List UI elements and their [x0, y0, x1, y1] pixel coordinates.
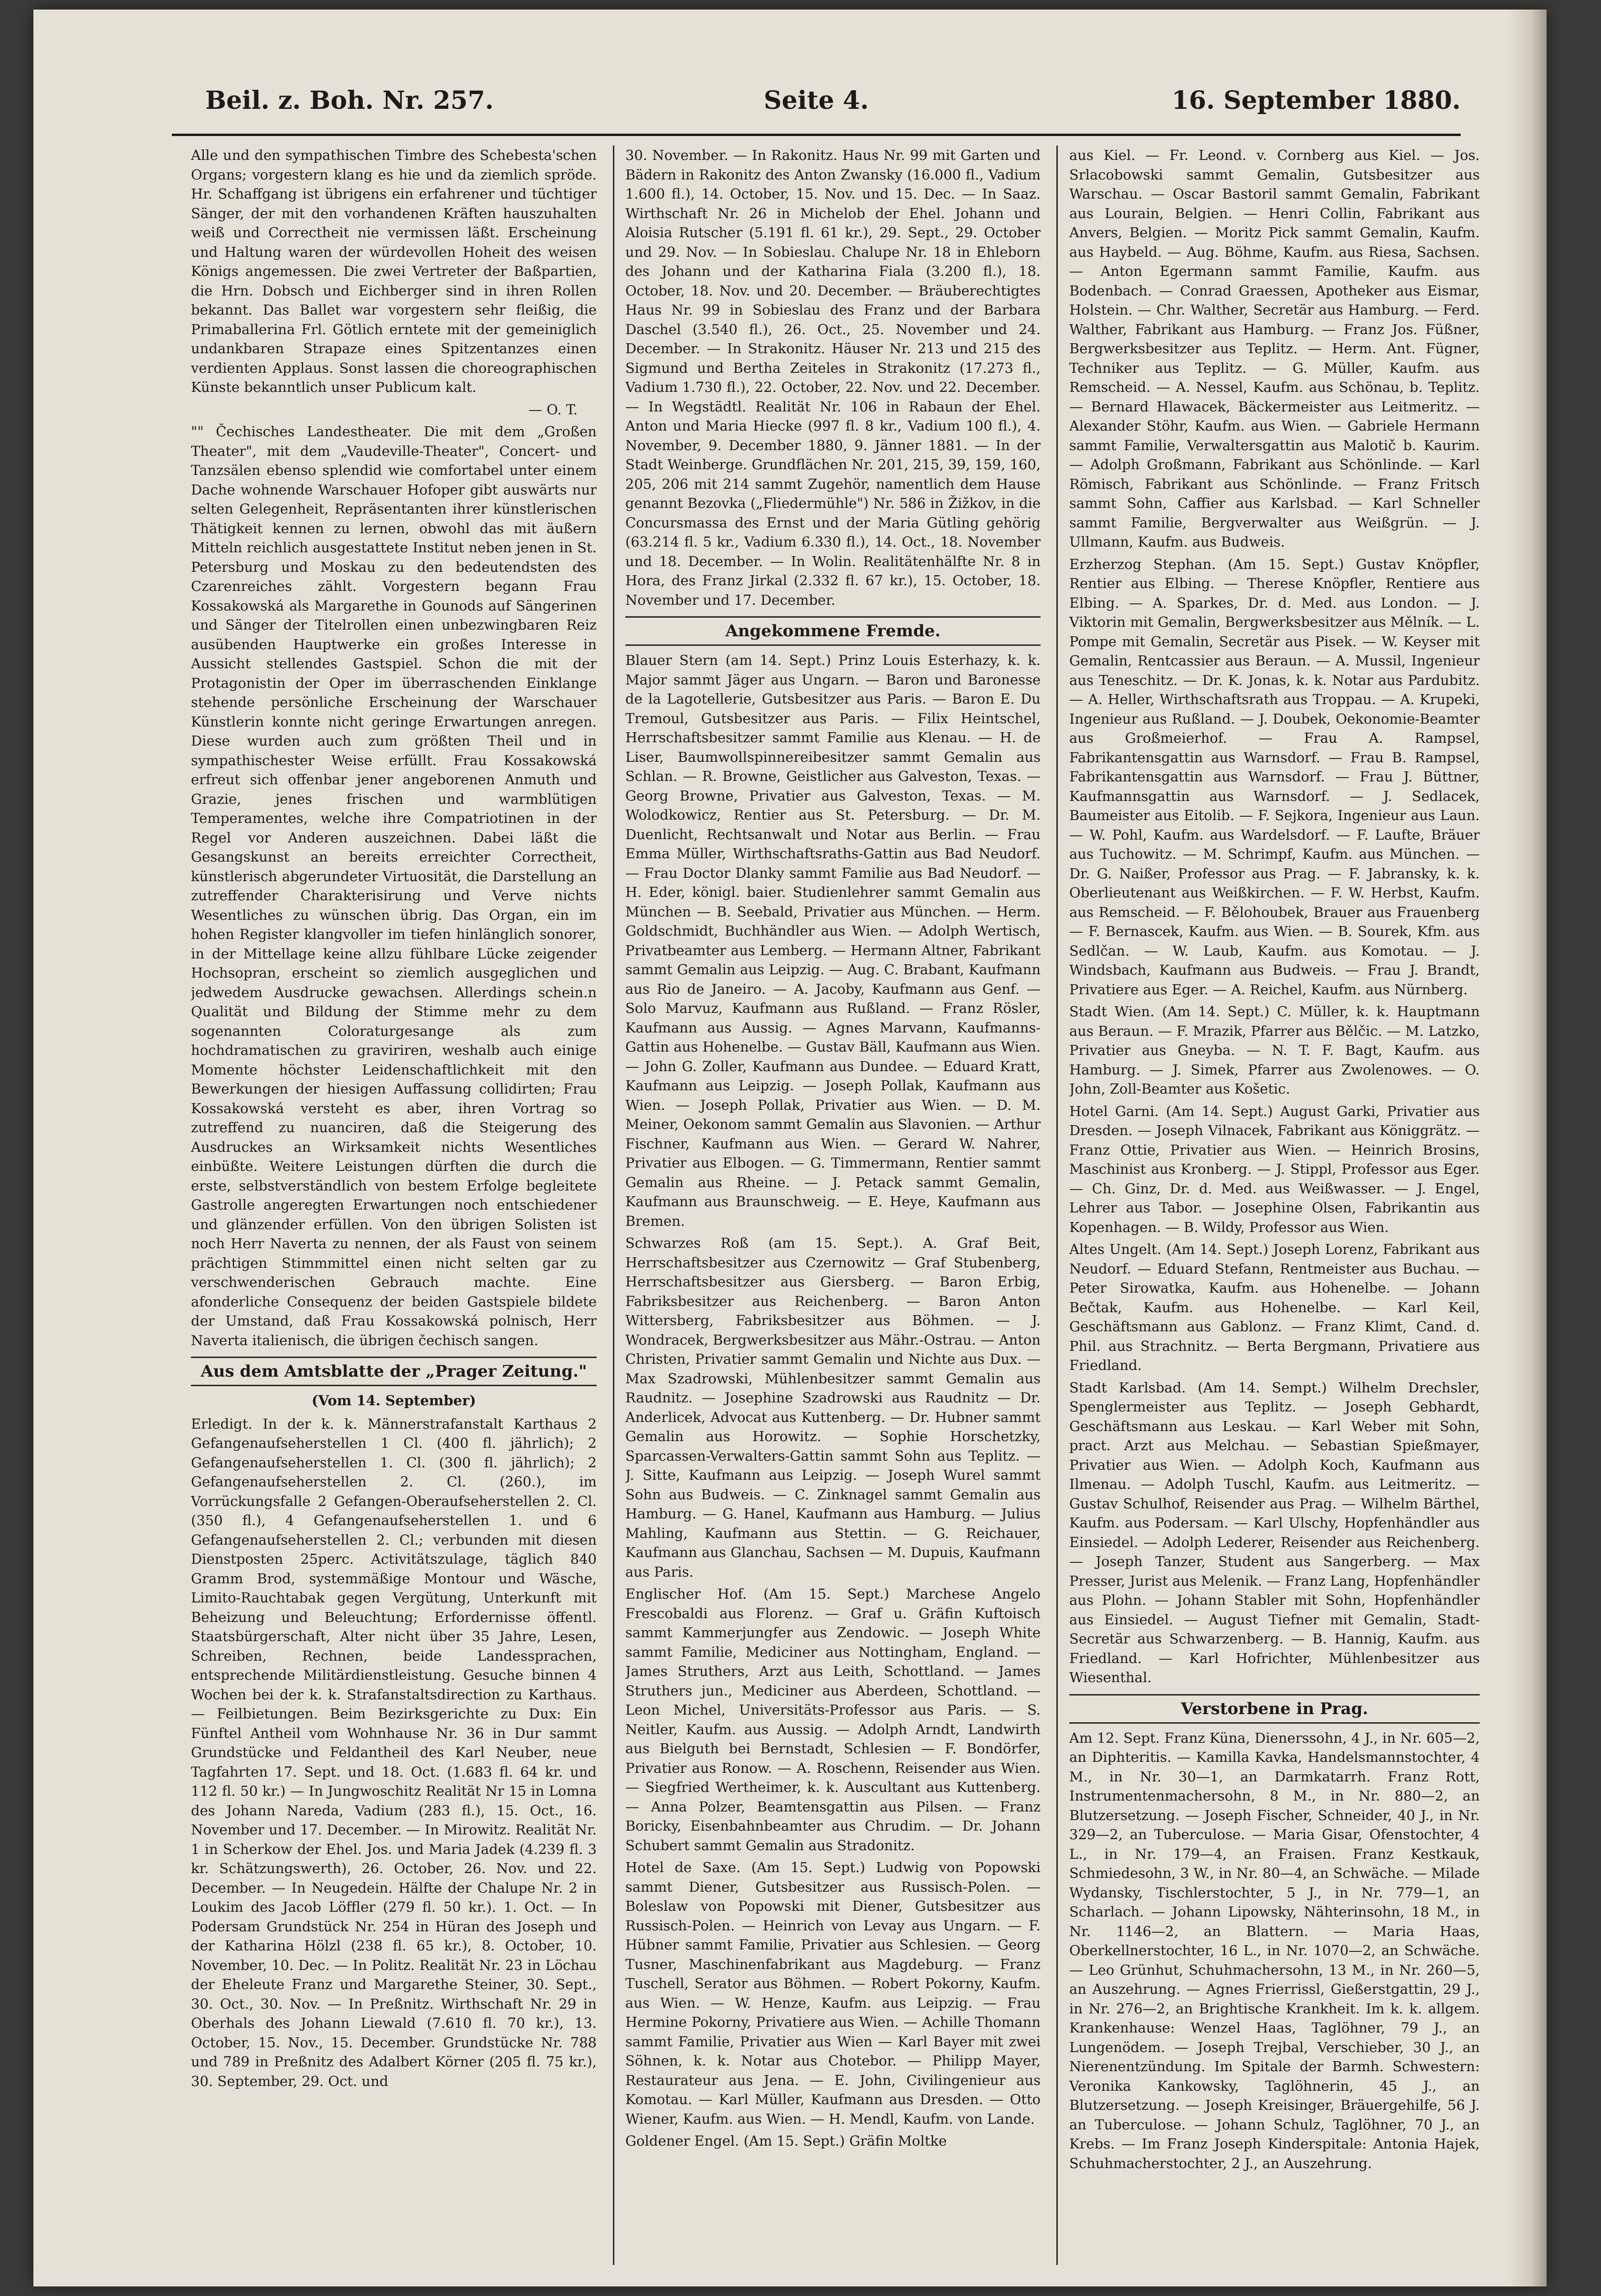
issue-date: 16. September 1880. — [1171, 86, 1461, 115]
opera-review-text: Alle und den sympathischen Timbre des Schebesta'schen Organs; vorgestern klang es hie und da ziemlich spröde. Hr. Schaffgang ist übrigens ein erfahrener und tüchtiger Sänger, der mit den vorhandenen Kräften hauszuhalten weiß und Correctheit nie vermissen läßt. Erscheinung und Haltung waren der würdevollen Hoheit des weisen Königs angemessen. Die zwei Vertreter der Baßpartien, die Hrn. Dobsch und Eichberger sind in ihren Rollen bekannt. Das Ballet war vorgestern sehr fleißig, die Primaballerina Frl. Götlich erntete mit der gemeiniglich undankbaren Strapaze eines Spitzentanzes einen verdienten Applaus. Sonst lassen die choreographischen Künste bekanntlich unser Publicum kalt. — [191, 147, 597, 395]
hotel-de-saxe: Hotel de Saxe. (Am 15. Sept.) Ludwig von Popowski sammt Diener, Gutsbesitzer aus Russisch-Polen. — Boleslaw von Popowski mit Diener, Gutsbesitzer aus Russisch-Polen. — Heinrich von Levay aus Ungarn. — F. Hübner sammt Familie, Privatier aus Schlesien. — Georg Tusner, Maschinenfabrikant aus Magdeburg. — Franz Tuschell, Serator aus Böhmen. — Robert Pokorny, Kaufm. aus Wien. — W. Henze, Kaufm. aus Leipzig. — Frau Hermine Pokorny, Privatiere aus Wien. — Achille Thomann sammt Familie, Privatier aus Wien — Karl Bayer mit zwei Söhnen, k. k. Notar aus Chotebor. — Philipp Mayer, Restaurateur aus Jena. — E. John, Civilingenieur aus Komotau. — Karl Müller, Kaufmann aus Dresden. — Otto Wiener, Kaufm. aus Wien. — H. Mendl, Kaufm. von Lande. — [625, 1859, 1041, 2127]
columns — [191, 146, 1527, 2265]
hotel-garni: Hotel Garni. (Am 14. Sept.) August Garki, Privatier aus Dresden. — Joseph Vilnacek, Fabrikant aus Königgrätz. — Franz Ottie, Privatier aus Wien. — Heinrich Brosins, Maschinist aus Kronberg. — J. Stippl, Professor aus Eger. — Ch. Ginz, Dr. d. Med. aus Weißwasser. — J. Engel, Lehrer aus Tabor. — Josephine Olsen, Fabrikantin aus Kopenhagen. — B. Wildy, Professor aus Wien. — [1069, 1103, 1480, 1235]
page-header — [172, 81, 1461, 136]
review-signature: — O. T. — [528, 401, 578, 418]
amtsblatt-heading: Aus dem Amtsblatte der „Prager Zeitung." — [191, 1357, 597, 1386]
column-3 — [1069, 146, 1480, 2265]
hotel-stadt-wien: Stadt Wien. (Am 14. Sept.) C. Müller, k. k. Hauptmann aus Beraun. — F. Mrazik, Pfarrer aus Bělčic. — M. Latzko, Privatier aus Gneyba. — N. T. F. Bagt, Kaufm. aus Hamburg. — J. Simek, Pfarrer aus Zwolenowes. — O. John, Zoll-Beamter aus Košetic. — [1069, 1003, 1480, 1097]
hotel-stadt-karlsbad: Stadt Karlsbad. (Am 14. Sempt.) Wilhelm Drechsler, Spenglermeister aus Teplitz. — Joseph Gebhardt, Geschäftsmann aus Leskau. — Karl Weber mit Sohn, pract. Arzt aus Melchau. — Sebastian Spießmayer, Privatier aus Wien. — Adolph Koch, Kaufmann aus Ilmenau. — Adolph Tuschl, Kaufm. aus Leitmeritz. — Gustav Schulhof, Reisender aus Prag. — Wilhelm Bärthel, Kaufm. aus Podersam. — Karl Ulschy, Hopfenhändler aus Einsiedel. — Adolph Lederer, Reisender aus Reichenberg. — Joseph Tanzer, Student aus Sangerberg. — Max Presser, Jurist aus Melenik. — Franz Lang, Hopfenhändler aus Plohn. — Johann Stabler mit Sohn, Hopfenhändler aus Einsiedel. — August Tiefner mit Gemalin, Stadt-Secretär aus Schwarzenberg. — B. Hannig, Kaufm. aus Friedland. — Karl Hofrichter, Mühlenbesitzer aus Wiesenthal. — [1069, 1379, 1480, 1685]
amtsblatt-date: (Vom 14. September) — [311, 1392, 476, 1409]
hotel-goldener-engel: Goldener Engel. (Am 15. Sept.) Gräfin Moltke — [625, 2133, 947, 2149]
column-2 — [625, 146, 1041, 2265]
column-divider — [613, 146, 614, 2265]
amtsblatt-text: Erledigt. In der k. k. Männerstrafanstalt Karthaus 2 Gefangenaufseherstellen 1 Cl. (400 fl. jährlich); 2 Gefangenaufseherstellen 1. Cl. (300 fl. jährlich); 2 Gefangenaufseherstellen 2. Cl. (260.), im Vorrückungsfalle 2 Gefangen-Oberaufseherstellen 2. Cl. (350 fl.), 4 Gefangenaufseherstellen 1. und 6 Gefangenaufseherstellen 2. Cl.; verbunden mit diesen Dienstposten 25perc. Activitätszulage, täglich 840 Gramm Brod, systemmäßige Montour und Wäsche, Limito-Rauchtabak gegen Vergütung, Unterkunft mit Beheizung und Beleuchtung; Erfordernisse öffentl. Staatsbürgerschaft, Alter nicht über 35 Jahre, Lesen, Schreiben, Rechnen, beide Landessprachen, entsprechende Militärdienstleistung. Gesuche binnen 4 Wochen bei der k. k. Strafanstaltsdirection zu Karthaus. — Feilbietungen. Beim Bezirksgerichte zu Dux: Ein Fünftel Antheil vom Wohnhause Nr. 36 in Dur sammt Grundstücke und Feldantheil des Karl Neuber, neue Tagfahrten 17. Sept. und 18. Oct. (1.683 fl. 64 kr. und 112 fl. 50 kr.) — In Jungwoschitz Realität Nr 15 in Lomna des Johann Nareda, Vadium (283 fl.), 15. Oct., 16. November und 17. December. — In Mirowitz. Realität Nr. 1 in Scherkow der Ehel. Jos. und Maria Jadek (4.239 fl. 3 kr. Schätzungswerth), 26. October, 26. Nov. und 22. December. — In Neugedein. Hälfte der Chalupe Nr. 2 in Loukim des Jacob Löffler (279 fl. 50 kr.). 1. Oct. — In Podersam Grundstück Nr. 254 in Hüran des Joseph und der Katharina Hölzl (238 fl. 65 kr.), 8. October, 10. November, 10. Dec. — In Politz. Realität Nr. 23 in Löchau der Eheleute Franz und Margarethe Steiner, 30. Sept., 30. Oct., 30. Nov. — In Preßnitz. Wirthschaft Nr. 29 in Oberhals des Johann Liewald (7.610 fl. 70 kr.), 13. October, 15. Nov., 15. December. Grundstücke Nr. 788 und 789 in Preßnitz des Adalbert Körner (205 fl. 75 kr.), 30. September, 29. Oct. und — [191, 1415, 597, 2089]
goldener-engel-continuation: aus Kiel. — Fr. Leond. v. Cornberg aus Kiel. — Jos. Srlacobowski sammt Gemalin, Gutsbesitzer aus Warschau. — Oscar Bastoril sammt Gemalin, Fabrikant aus Lourain, Belgien. — Henri Collin, Fabrikant aus Anvers, Belgien. — Moritz Pick sammt Gemalin, Kaufm. aus Haybeld. — Aug. Böhme, Kaufm. aus Riesa, Sachsen. — Anton Egermann sammt Familie, Kaufm. aus Bodenbach. — Conrad Graessen, Apotheker aus Eismar, Holstein. — Chr. Walther, Secretär aus Hamburg. — Ferd. Walther, Fabrikant aus Hamburg. — Franz Jos. Füßner, Bergwerksbesitzer aus Teplitz. — Herm. Ant. Fügner, Techniker aus Teplitz. — G. Müller, Kaufm. aus Remscheid. — A. Nessel, Kaufm. aus Schönau, b. Teplitz. — Bernard Hlawacek, Bäckermeister aus Leitmeritz. — Alexander Stöhr, Kaufm. aus Wien. — Gabriele Hermann sammt Familie, Verwaltersgattin aus Malotič b. Kaurim. — Adolph Großmann, Fabrikant aus Schönlinde. — Karl Römisch, Fabrikant aus Schönlinde. — Franz Fritsch sammt Sohn, Caffier aus Karlsbad. — Karl Schneller sammt Familie, Bergverwalter aus Weißgrün. — J. Ullmann, Kaufm. aus Budweis. — [1069, 147, 1480, 550]
hotel-englischer-hof: Englischer Hof. (Am 15. Sept.) Marchese Angelo Frescobaldi aus Florenz. — Graf u. Gräfin Kuftoisch sammt Kammerjungfer aus Zendowic. — Joseph White sammt Familie, Mediciner aus Nottingham, England. — James Struthers, Arzt aus Leith, Schottland. — James Struthers jun., Mediciner aus Aberdeen, Schottland. — Leon Michel, Universitäts-Professor aus Paris. — S. Neitler, Kaufm. aus Aussig. — Adolph Arndt, Landwirth aus Bielguth bei Bernstadt, Schlesien — F. Bondörfer, Privatier aus Ronow. — A. Roschenn, Reisender aus Wien. — Siegfried Wertheimer, k. k. Auscultant aus Kuttenberg. — Anna Polzer, Beamtensgattin aus Pilsen. — Franz Boricky, Eisenbahnbeamter aus Chrudim. — Dr. Johann Schubert sammt Gemalin aus Stradonitz. — [625, 1586, 1041, 1854]
page-number: Seite 4. — [764, 86, 869, 115]
landestheater-article: "" Čechisches Landestheater. Die mit dem „Großen Theater", mit dem „Vaudeville-Theater", Concert- und Tanzsälen ebenso splendid wie comfortabel unter einem Dache wohnende Warschauer Hofoper gibt auswärts nur selten Gelegenheit, Repräsentanten ihrer künstlerischen Thätigkeit kennen zu lernen, obwohl das mit äußern Mitteln reichlich ausgestattete Institut neben jenen in St. Petersburg und Moskau zu den bedeutendsten des Czarenreiches zählt. Vorgestern begann Frau Kossakowská als Margarethe in Gounods auf Sängerinen und Sänger der Titelrollen einen unbezwingbaren Reiz ausübenden Hauptwerke ein großes Interesse in Aussicht stellendes Gastspiel. Schon die mit der Protagonistin der Oper im überraschenden Einklange stehende persönliche Erscheinung der Warschauer Künstlerin konnte nicht geringe Erwartungen anregen. Diese wurden auch zum größten Theil und in sympathischester Weise erfüllt. Frau Kossakowská erfreut sich offenbar jener angeborenen Anmuth und Grazie, jenes frischen und warmblütigen Temperamentes, welche ihre Compatriotinen in der Regel vor Anderen auszeichnen. Dabei läßt die Gesangskunst an bereits erreichter Correctheit, künstlerisch abgerundeter Virtuosität, die Darstellung an zutreffender Charakterisirung und Verve nichts Wesentliches zu wünschen übrig. Das Organ, ein im hohen Register klangvoller im tiefen hinlänglich sonorer, in der Mittellage keine allzu fühlbare Lücke zeigender Hochsopran, erscheint so ziemlich ausgeglichen und jedwedem Ausdrucke gewachsen. Allerdings schein.n Qualität und Bildung der Stimme mehr zu dem sogenannten Coloraturgesange als zum hochdramatischen zu graviriren, weshalb auch einige Momente höchster Leidenschaftlichkeit mit den Bewerkungen der hiesigen Auffassung collidirten; Frau Kossakowská versteht es aber, ihren Vortrag so zutreffend zu nuanciren, daß die Steigerung des Ausdruckes an Wirksamkeit nichts Wesentliches einbüßte. Weitere Leistungen dürften die durch die erste, selbstverständlich von bestem Erfolge begleitete Gastrolle angeregten Erwartungen noch entschiedener und glänzender erfüllen. Von den übrigen Solisten ist noch Herr Naverta zu nennen, der als Faust von seinem prächtigen Stimmmittel einen nicht selten gar zu verschwenderischen Gebrauch machte. Eine afonderliche Consequenz der beiden Gastspiele bildete der Umstand, daß Frau Kossakowská polnisch, Herr Naverta italienisch, die übrigen čechisch sangen. — [191, 423, 597, 1348]
issue-label: Beil. z. Boh. Nr. 257. — [205, 86, 494, 115]
hotel-erzherzog-stephan: Erzherzog Stephan. (Am 15. Sept.) Gustav Knöpfler, Rentier aus Elbing. — Therese Knöpfler, Rentiere aus Elbing. — A. Sparkes, Dr. d. Med. aus London. — J. Viktorin mit Gemalin, Bergwerksbesitzer aus Mělník. — L. Pompe mit Gemalin, Secretär aus Pisek. — W. Keyser mit Gemalin, Rentcassier aus Beraun. — A. Mussil, Ingenieur aus Teneschitz. — Dr. K. Jonas, k. k. Notar aus Pardubitz. — A. Heller, Wirthschaftsrath aus Troppau. — A. Krupeki, Ingenieur aus Rußland. — J. Doubek, Oekonomie-Beamter aus Großmeierhof. — Frau A. Rampsel, Fabrikantensgattin aus Warnsdorf. — Frau B. Rampsel, Fabrikantensgattin aus Warnsdorf. — Frau J. Büttner, Kaufmannsgattin aus Warnsdorf. — J. Sedlacek, Baumeister aus Eitolib. — F. Sejkora, Ingenieur aus Laun. — W. Pohl, Kaufm. aus Wardelsdorf. — F. Laufte, Bräuer aus Tuchowitz. — M. Schrimpf, Kaufm. aus München. — Dr. G. Naißer, Professor aus Prag. — F. Jabransky, k. k. Oberlieutenant aus Weißkirchen. — F. W. Herbst, Kaufm. aus Remscheid. — F. Bělohoubek, Brauer aus Frauenberg — F. Bernascek, Kaufm. aus Wien. — B. Sourek, Kfm. aus Sedlčan. — W. Laub, Kaufm. aus Komotau. — J. Windsbach, Kaufmann aus Budweis. — Frau J. Brandt, Privatiere aus Eger. — A. Reichel, Kaufm. aus Nürnberg. — [1069, 556, 1480, 998]
hotel-blauer-stern: Blauer Stern (am 14. Sept.) Prinz Louis Esterhazy, k. k. Major sammt Jäger aus Ungarn. — Baron und Baronesse de la Lagotellerie, Gutsbesitzer aus Paris. — Baron E. Du Tremoul, Gutsbesitzer aus Paris. — Filix Heintschel, Herrschaftsbesitzer sammt Familie aus Klenau. — H. de Liser, Baumwollspinnereibesitzer sammt Gemalin aus Schlan. — R. Browne, Geistlicher aus Galveston, Texas. — Georg Browne, Privatier aus Galveston, Texas. — M. Wolodkowicz, Rentier aus St. Petersburg. — Dr. M. Duenlicht, Rechtsanwalt und Notar aus Berlin. — Frau Emma Müller, Wirthschaftsraths-Gattin aus Bad Neudorf. — Frau Doctor Dlanky sammt Familie aus Bad Neudorf. — H. Eder, königl. baier. Studienlehrer sammt Gemalin aus München — B. Seebald, Privatier aus München. — Herm. Goldschmidt, Buchhändler aus Wien. — Adolph Wertisch, Privatbeamter aus Lemberg. — Hermann Altner, Fabrikant sammt Gemalin aus Leipzig. — Aug. C. Brabant, Kaufmann aus Rio de Janeiro. — A. Jacoby, Kaufmann aus Genf. — Solo Marvuz, Kaufmann aus Rußland. — Franz Rösler, Kaufmann aus Aussig. — Agnes Marvann, Kaufmanns-Gattin aus Hohenelbe. — Gustav Bäll, Kaufmann aus Wien. — John G. Zoller, Kaufmann aus Dundee. — Eduard Kratt, Kaufmann aus Leipzig. — Joseph Pollak, Kaufmann aus Wien. — Joseph Pollak, Privatier aus Wien. — D. M. Meiner, Oekonom sammt Gemalin aus Slavonien. — Arthur Fischner, Kaufmann aus Wien. — Gerard W. Nahrer, Privatier aus Elbogen. — G. Timmermann, Rentier sammt Gemalin aus Rheine. — J. Petack sammt Gemalin, Kaufmann aus Braunschweig. — E. Heye, Kaufmann aus Bremen. — [625, 652, 1041, 1229]
hotel-altes-ungelt: Altes Ungelt. (Am 14. Sept.) Joseph Lorenz, Fabrikant aus Neudorf. — Eduard Stefann, Rentmeister aus Buchau. — Peter Sirowatka, Kaufm. aus Hohenelbe. — Johann Bečtak, Kaufm. aus Hohenelbe. — Karl Keil, Geschäftsmann aus Gablonz. — Franz Klimt, Cand. d. Phil. aus Strachnitz. — Berta Bergmann, Privatiere aus Friedland. — [1069, 1241, 1480, 1373]
deaths-heading: Verstorbene in Prag. — [1069, 1694, 1480, 1724]
newspaper-page — [33, 10, 1547, 2286]
arrivals-heading: Angekommene Fremde. — [625, 616, 1041, 646]
auction-continuation: 30. November. — In Rakonitz. Haus Nr. 99 mit Garten und Bädern in Rakonitz des Anton Zwansky (16.000 fl., Vadium 1.600 fl.), 14. October, 15. Nov. und 15. Dec. — In Saaz. Wirthschaft Nr. 26 in Michelob der Ehel. Johann und Aloisia Rutscher (5.191 fl. 61 kr.), 29. Sept., 29. October und 29. Nov. — In Sobieslau. Chalupe Nr. 18 in Ehleborn des Johann und der Katharina Fiala (3.200 fl.), 18. October, 18. Nov. und 20. December. — Bräuberechtigtes Haus Nr. 99 in Sobieslau des Franz und der Barbara Daschel (3.540 fl.), 26. Oct., 25. November und 24. December. — In Strakonitz. Häuser Nr. 213 und 215 des Sigmund und Bertha Zeiteles in Strakonitz (17.273 fl., Vadium 1.730 fl.), 22. October, 22. Nov. und 22. December. — In Wegstädtl. Realität Nr. 106 in Rabaun der Ehel. Anton und Maria Hiecke (997 fl. 8 kr., Vadium 100 fl.), 4. November, 9. December 1880, 9. Jänner 1881. — In der Stadt Weinberge. Grundflächen Nr. 201, 215, 39, 159, 160, 205, 206 mit 214 sammt Zugehör, namentlich dem Hause genannt Bezovka („Fliedermühle") Nr. 586 in Žižkov, in die Concursmassa des Ernst und der Maria Gütling gehörig (63.214 fl. 5 kr., Vadium 6.330 fl.), 14. Oct., 18. November und 18. December. — In Wolin. Realitätenhälfte Nr. 8 in Hora, des Franz Jirkal (2.332 fl. 67 kr.), 15. October, 18. November und 17. December. — [625, 147, 1041, 608]
hotel-schwarzes-ross: Schwarzes Roß (am 15. Sept.). A. Graf Beit, Herrschaftsbesitzer aus Czernowitz — Graf Stubenberg, Herrschaftsbesitzer aus Giersberg. — Baron Erbig, Fabriksbesitzer aus Reichenberg. — Baron Anton Wittersberg, Fabriksbesitzer aus Böhmen. — J. Wondracek, Bergwerksbesitzer aus Mähr.-Ostrau. — Anton Christen, Privatier sammt Gemalin und Nichte aus Dux. — Max Szadrowski, Mühlenbesitzer sammt Gemalin aus Raudnitz. — Josephine Szadrowski aus Raudnitz — Dr. Anderlicek, Advocat aus Kuttenberg. — Dr. Hubner sammt Gemalin aus Horowitz. — Sophie Horschetzky, Sparcassen-Verwalters-Gattin sammt Sohn aus Teplitz. — J. Sitte, Kaufmann aus Leipzig. — Joseph Wurel sammt Sohn aus Budweis. — C. Zinknagel sammt Gemalin aus Hamburg. — G. Hanel, Kaufmann aus Hamburg. — Julius Mahling, Kaufmann aus Stettin. — G. Reichauer, Kaufmann aus Glanchau, Sachsen — M. Dupuis, Kaufmann aus Paris. — [625, 1235, 1041, 1580]
column-divider — [1056, 146, 1058, 2265]
column-1 — [191, 146, 597, 2265]
deaths-list: Am 12. Sept. Franz Küna, Dienerssohn, 4 J., in Nr. 605—2, an Diphteritis. — Kamilla Kavka, Handelsmannstochter, 4 M., in Nr. 30—1, an Darmkatarrh. Franz Rott, Instrumentenmachersohn, 8 M., in Nr. 880—2, an Blutzersetzung. — Joseph Fischer, Schneider, 40 J., in Nr. 329—2, an Tuberculose. — Maria Gisar, Ofenstochter, 4 L., in Nr. 179—4, an Fraisen. Franz Kestkauk, Schmiedesohn, 3 W., in Nr. 80—4, an Schwäche. — Milade Wydansky, Tischlerstochter, 5 J., in Nr. 779—1, an Scharlach. — Johann Lipowsky, Nähterinsohn, 18 M., in Nr. 1146—2, an Blattern. — Maria Haas, Oberkellnerstochter, 16 L., in Nr. 1070—2, an Schwäche. — Leo Grünhut, Schuhmachersohn, 13 M., in Nr. 260—5, an Auszehrung. — Agnes Frierrissl, Gießerstgattin, 29 J., in Nr. 276—2, an Brightische Krankheit. Im k. k. allgem. Krankenhause: Wenzel Haas, Taglöhner, 79 J., an Lungenödem. — Joseph Trejbal, Verschieber, 30 J., an Nierenentzündung. Im Spitale der Barmh. Schwestern: Veronika Kankowsky, Taglöhnerin, 45 J., an Blutzersetzung. — Joseph Kreisinger, Bräuergehilfe, 56 J. an Tuberculose. — Johann Schulz, Taglöhner, 70 J., an Krebs. — Im Franz Joseph Kinderspitale: Antonia Hajek, Schuhmacherstochter, 2 J., an Auszehrung. — [1069, 1729, 1480, 2171]
